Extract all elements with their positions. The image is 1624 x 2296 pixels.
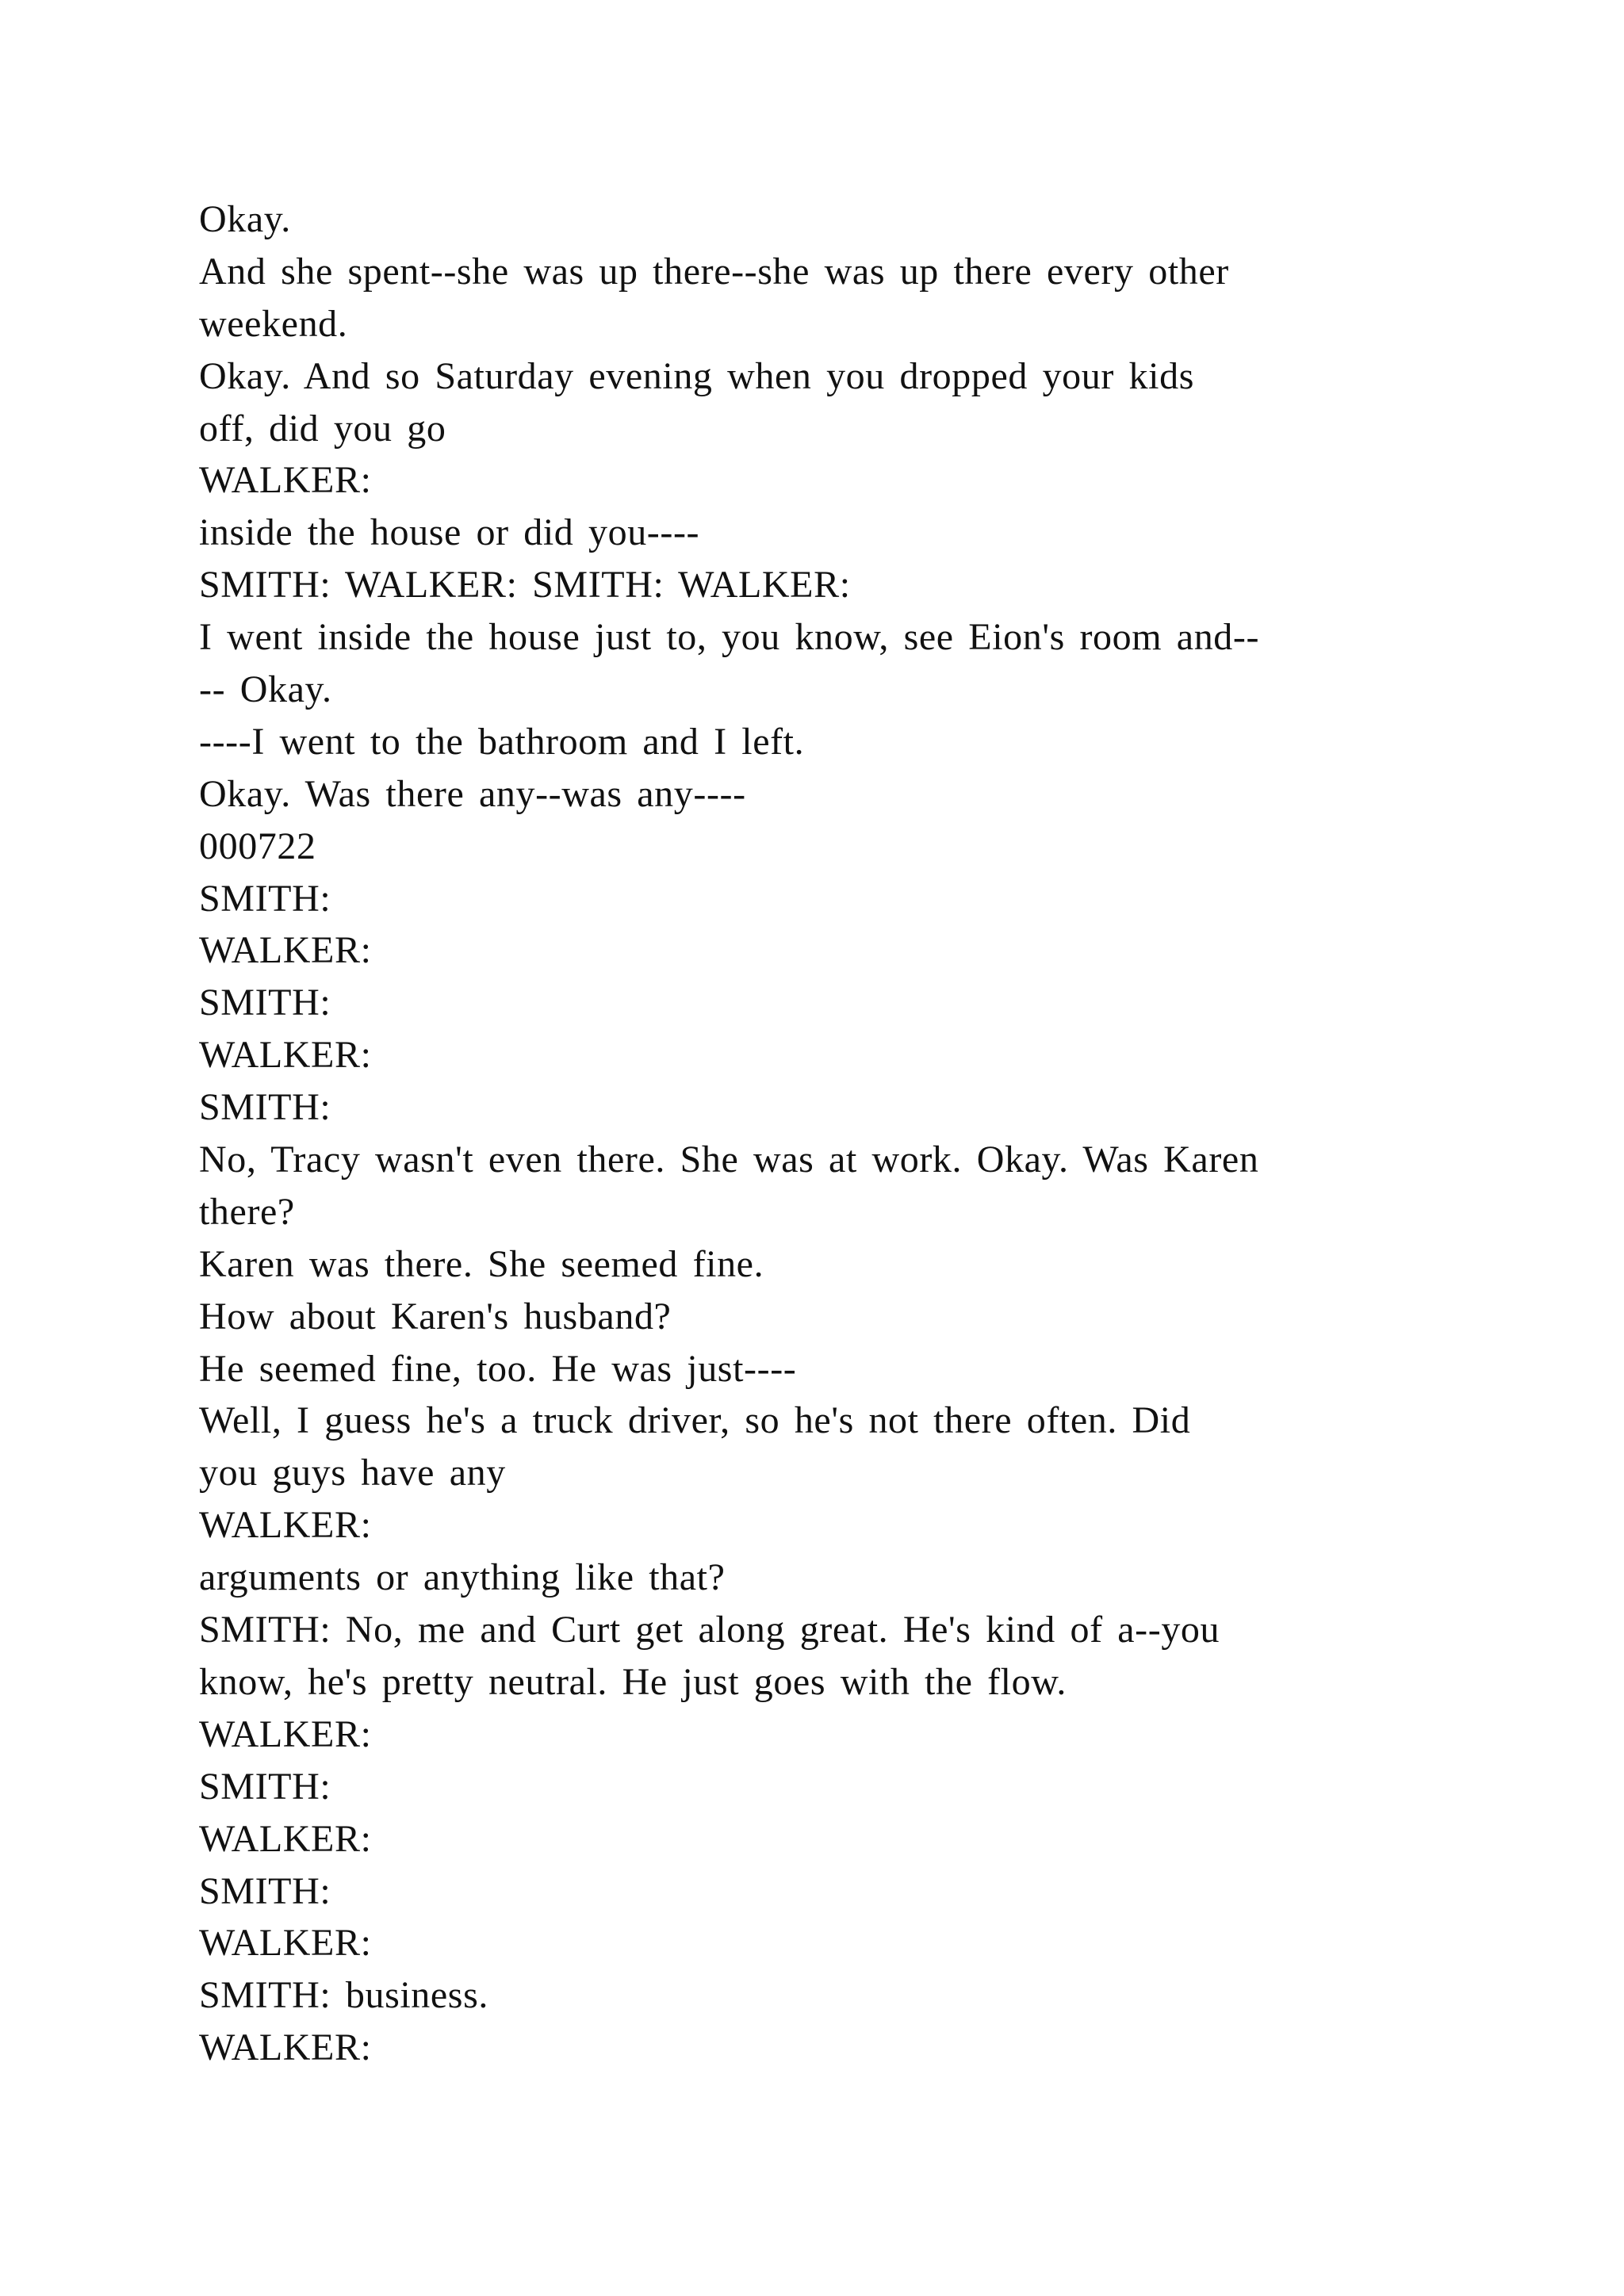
speaker-label: WALKER:	[199, 1922, 372, 1965]
transcript-line: Karen was there. She seemed fine.	[199, 1242, 764, 1285]
transcript-line: you guys have any	[199, 1452, 506, 1494]
speaker-label: SMITH:	[199, 877, 331, 920]
transcript-line: -- Okay.	[199, 668, 332, 711]
transcript-line: off, did you go	[199, 407, 446, 450]
transcript-line: Okay.	[199, 198, 291, 240]
speaker-label: SMITH:	[199, 1765, 331, 1808]
transcript-line: And she spent--she was up there--she was up there every other	[199, 250, 1229, 293]
transcript-line: He seemed fine, too. He was just----	[199, 1347, 797, 1390]
bates-number: 000722	[199, 825, 316, 867]
transcript-line: ----I went to the bathroom and I left.	[199, 720, 805, 763]
speaker-label: WALKER:	[199, 459, 372, 502]
speaker-label: SMITH:	[199, 1086, 331, 1129]
transcript-line: Okay. And so Saturday evening when you dropped your kids	[199, 354, 1194, 397]
speaker-label-row: SMITH: WALKER: SMITH: WALKER:	[199, 564, 851, 607]
transcript-line: SMITH: business.	[199, 1974, 488, 2017]
speaker-label: WALKER:	[199, 1817, 372, 1860]
transcript-line: SMITH: No, me and Curt get along great. He's kind of a--you	[199, 1609, 1220, 1651]
speaker-label: SMITH:	[199, 982, 331, 1024]
transcript-line: No, Tracy wasn't even there. She was at work. Okay. Was Karen	[199, 1138, 1259, 1181]
transcript-line: know, he's pretty neutral. He just goes with the flow.	[199, 1660, 1067, 1703]
transcript-line: there?	[199, 1190, 295, 1233]
transcript-line: Okay. Was there any--was any----	[199, 772, 746, 815]
transcript-line: arguments or anything like that?	[199, 1556, 726, 1599]
transcript-line: inside the house or did you----	[199, 511, 700, 554]
speaker-label: WALKER:	[199, 1504, 372, 1547]
transcript-line: Well, I guess he's a truck driver, so he's not there often. Did	[199, 1399, 1191, 1442]
transcript-line: I went inside the house just to, you know, see Eion's room and--	[199, 616, 1260, 659]
transcript-body	[199, 193, 1436, 2074]
speaker-label: WALKER:	[199, 1712, 372, 1755]
speaker-label: WALKER:	[199, 929, 372, 972]
speaker-label: SMITH:	[199, 1869, 331, 1912]
transcript-line: How about Karen's husband?	[199, 1295, 672, 1337]
speaker-label: WALKER:	[199, 2026, 372, 2069]
speaker-label: WALKER:	[199, 1034, 372, 1077]
transcript-line: weekend.	[199, 302, 348, 345]
